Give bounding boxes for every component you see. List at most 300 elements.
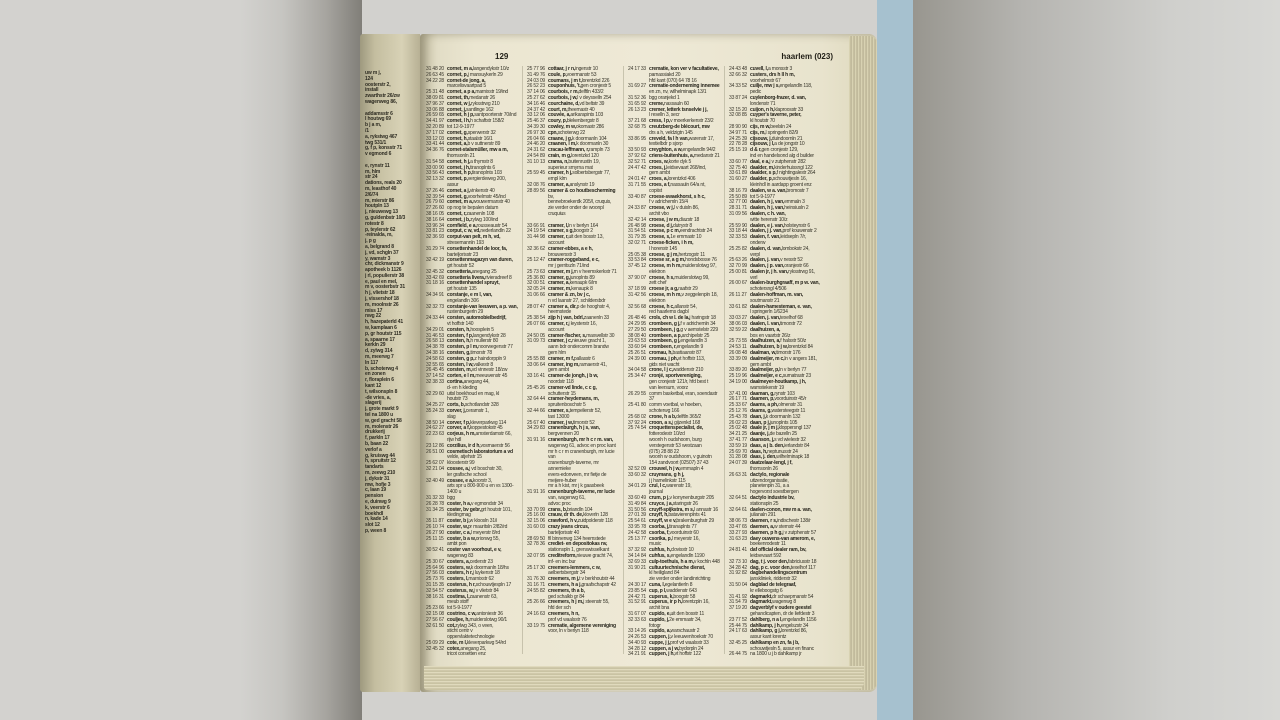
directory-line: 32 64 61 daelen-conon, mw m a. van, [729, 506, 812, 513]
directory-line: 31 67 07 cupido, e,uit den bosstr 11 [628, 610, 705, 617]
directory-line: n vd laanstr 27, schildersbdr [548, 297, 606, 304]
directory-line: 32 69 33 culp-toethuis, h a m,v kochln 448 [628, 558, 720, 565]
directory-line: 31 16 71 creemers, h a j,graafschapstr 42 [527, 581, 616, 588]
directory-line: 34 40 93 cuppe, j j,prof vd waalsstr 33 [628, 639, 709, 646]
directory-line: 24 33 87 croese, w j,l v duisln 86, [628, 205, 700, 212]
directory-line: 25 67 40 cramer, j w,timorstr 52 [527, 419, 595, 426]
page-stack-fore-edge [849, 36, 877, 690]
directory-line: 32 33 63 cupido, j,2e emmastr 34, [628, 616, 702, 623]
directory-line: 32 36 62 cramer-ebbes, a e h, [527, 245, 593, 252]
directory-line: 27 56 67 couljee, h,muiderslotwg 90/1 [426, 616, 508, 623]
directory-line: 37 21 68 cress, l p,v moerkerkenstr 23/2 [628, 118, 714, 125]
fragment-line: miss 17 [365, 307, 383, 314]
directory-line: 37 92 62 criens-buitenhuis, a,medanstr 21 [628, 152, 720, 159]
fragment-line: 2/6/74 [365, 191, 379, 198]
directory-line: 33 42 69 corsetteria livera,rivieradreef 8 [426, 274, 512, 281]
directory-line: rustenburgerln 29 [447, 309, 484, 316]
directory-line: 31 54 79 dagmarkt,wagenwg 8 [729, 599, 796, 606]
directory-line: kleinhdl in aardapp groent enz [750, 181, 812, 188]
directory-line: 26 48 98 croese, d j,dutrystr 8 [628, 222, 693, 229]
directory-line: 26 07 66 cramer, r,j leysterstr 16, [527, 321, 597, 328]
directory-line: vt hoffstr 140 [447, 321, 474, 328]
directory-line: copiist [649, 187, 662, 194]
directory-line: 38 16 79 daalen, w a. van,bromostr 7 [729, 187, 809, 194]
fragment-line: -reinalda, m, [365, 232, 393, 239]
directory-line: 33 12 03 cornet, h,staalstr 16/1 [426, 135, 493, 142]
directory-line: 25 11 15 coster, b a w,orionwg 55, [426, 535, 500, 542]
directory-line: 25 50 89 tot 5-9-1977 [729, 193, 775, 200]
directory-line: 27 29 50 crombeen, j g,g v aemstelstr 229 [628, 326, 719, 333]
directory-line: 33 66 91 cramer, l,ln v berlyn 164 [527, 222, 598, 229]
fragment-line: d, zylwg 314 [365, 348, 393, 355]
directory-line: janskliniek, ridderstr 32 [750, 576, 797, 583]
directory-line: uitzendorganisatie, [750, 477, 789, 484]
directory-line: 32 05 24 cramer, m,kenaupk 8 [527, 286, 593, 293]
directory-line: schoterwg 166 [649, 408, 680, 415]
directory-line: 33 50 93 creyghton, a w,engelandln 94/2 [628, 147, 716, 154]
directory-line: 38 16 05 cornet, r,zaanenln 108 [426, 210, 495, 217]
directory-line: 33 14 26 cupido, a,warschaustr 2 [628, 628, 700, 635]
directory-line: cranenburgh-taverne, mr [548, 460, 599, 467]
directory-line: 32 33 53 daalen, f. van,leidsepln 7/r, [729, 234, 806, 241]
directory-column-2 [527, 66, 626, 634]
directory-line: leidsevaart 592 [750, 552, 782, 559]
directory-line: 33 00 90 cornet, j h,tiranoplnts 6 [426, 164, 496, 171]
directory-line: 31 52 36 bgg oranjekd 1 [628, 94, 680, 101]
directory-line: 32 73 10 dag, t j. voor den,fabriciusstr 18 [729, 558, 817, 565]
fragment-line: apotheek b 1126 [365, 267, 402, 273]
directory-line: 33 96 34 cornfield, e a,rousseaustr 54 [426, 222, 508, 229]
directory-line: 25 15 19 d & r,gen cronjestr 129, [729, 147, 799, 154]
directory-line: 34 21 91 cuppen, j h,vt hoffstr 122 [628, 651, 701, 658]
directory-line: advoc proc [548, 500, 571, 507]
directory-line: 32 75 40 daalder, m,kinderhuissngl 122 [729, 164, 813, 171]
directory-line: 32 44 66 cramer, s,tempelierstr 52, [527, 408, 602, 415]
directory-line: grt houtstr 135 [447, 286, 477, 293]
directory-line: aelbertsbergstr 34 [548, 570, 586, 577]
directory-line: 38 06 73 daemen, r s,indischestr 138/r [729, 518, 811, 525]
directory-line: j j hamelinkstr 115 [649, 477, 686, 484]
directory-line: 37 [649, 396, 655, 403]
fragment-line: r, floraplein 6 [365, 377, 394, 384]
directory-line: 34 22 28 cornet-de jong, a, [426, 77, 486, 84]
fragment-line: chr, dickmanstr 9 [365, 261, 404, 268]
fragment-line: m, meerwg 7 [365, 354, 394, 360]
directory-line: 32 45 32 corsetteria,anegang 25 [426, 268, 497, 275]
directory-line: 32 59 22 daalhuizen, a, [729, 326, 781, 333]
directory-line: 24 16 63 creemers, h n, [527, 610, 580, 617]
directory-line: account [548, 326, 565, 333]
fragment-line: install [365, 87, 379, 94]
directory-line: 22 78 28 cijsouw, j l,a de jongstr 10 [729, 141, 805, 148]
directory-line: 25 64 96 costers, w,k doormanln 18/hs [426, 564, 509, 571]
directory-line: 26 02 23 daan, p j,junoplnts 105 [729, 419, 798, 426]
directory-line: noordstr 118 [548, 379, 574, 386]
directory-line: hfd der sch [548, 605, 571, 612]
directory-line: 37 41 00 daaman, g,rynstr 103 [729, 390, 795, 397]
directory-line: 34 39 30 cowley, m w,okomastr 286 [527, 123, 604, 130]
directory-line: 33 61 89 daalder, s p,f nightingalestr 264 [729, 170, 816, 177]
directory-line: 24 07 39 daatzelaar-lengl, j f, [729, 460, 793, 467]
directory-line: 34 04 58 crone, l j c,waddenstr 210 [628, 367, 704, 374]
directory-line: 26 13 23 cremer, letterk tsnselvie j j, [628, 106, 708, 113]
directory-line: 32 29 60 uitsl boekhoud en mag, kl [426, 390, 500, 397]
directory-line: 25 43 78 daan, j,k doormanln 132 [729, 413, 801, 420]
directory-line: 32 64 44 cramer-heydemans, m, [527, 396, 599, 403]
directory-line: schouwtjesln 5, assur en financ [750, 645, 814, 652]
fragment-line: j, dykstr 31 [365, 475, 390, 482]
directory-line: 34 28 42 dag, p c. voor den,texelhof 117 [729, 564, 816, 571]
directory-line: 24 17 63 dahlkamp, g j,lorentzkd 86, [729, 628, 808, 635]
directory-line: mr j gerritszln 71/ind [548, 263, 590, 270]
directory-line: meijere-huber [548, 477, 577, 484]
directory-line: 27 26 60 op nog te bepalen datum [426, 205, 499, 212]
directory-line: kledingmag [447, 512, 471, 519]
directory-line: 25 26 51 cromau, h,bastiaanstr 87 [628, 350, 702, 357]
directory-line: barteljorisstr 23 [447, 251, 479, 258]
directory-line: 25 12 76 daams, g,watersteegstr 11 [729, 408, 806, 415]
directory-line: 31 50 56 cruyff-spijkstra, m s,l annastr 16 [628, 506, 718, 513]
directory-line: 26 97 30 cpn,schoterwg 22 [527, 129, 586, 136]
fragment-line: addamsstr 6 [365, 110, 393, 117]
directory-line: oppervlaktetechnologie [447, 634, 495, 641]
directory-line: 33 40 87 croese-swaekhorst, s h c, [628, 193, 706, 200]
directory-line: 25 27 62 courbois, j w,l v deysselln 254 [527, 94, 612, 101]
directory-line: 32 36 93 corput-van pelt, m h, vd, [426, 234, 501, 241]
fragment-line: g, guldenbstr 10/3 [365, 214, 406, 221]
fragment-line: kerkln 29 [365, 342, 386, 349]
directory-line: 38 16 64 cornet, j b,zylwg 100/ind [426, 216, 499, 223]
directory-line: kr elleboogstg 6 [750, 587, 783, 594]
directory-line: 24 62 27 corver, a f,koppestokstr 45 [426, 425, 503, 432]
fragment-line: j, p g [365, 238, 376, 244]
directory-line: 38 16 31 costima, l,zaanenstr 63, [426, 593, 498, 600]
directory-line: 25 17 30 creemers-lemmers, c w, [527, 564, 601, 571]
fragment-line: j, vissershof 18 [365, 296, 399, 302]
directory-line: 32 66 32 custers, drs h ll h m, [729, 71, 795, 78]
directory-line: archit bna [649, 605, 670, 612]
directory-line: 32 20 89 tot 12-9-1977 [426, 123, 475, 130]
fragment-line: rotestr 8 [365, 220, 384, 227]
directory-line: 24 53 11 daalhuizen, b j w,lorentzkd 84 [729, 344, 813, 351]
directory-line: en zn, nv, wilhelminapk 13/1 [649, 89, 707, 96]
directory-line: 33 41 44 cornet, a,b v suttnerstr 89 [426, 141, 501, 148]
directory-line: 23 12 86 corzilius, ir d h,vosmaerstr 56 [426, 442, 510, 449]
directory-line: 31 60 03 crazy jeans circus, [527, 523, 590, 530]
directory-line: 26 17 71 daamen, p,voorduinstr 45/r [729, 396, 807, 403]
directory-line: 32 15 20 cuijon, n h,klaproosstr 33 [729, 106, 804, 113]
page-location-header: haarlem (023) [781, 52, 833, 61]
fragment-line: houtpln 13 [365, 203, 389, 210]
directory-line: 32 15 06 crawford, h v,zuidpolderstr 118 [527, 518, 613, 525]
directory-line: 33 60 32 cruymans, g h j, [628, 471, 685, 478]
directory-line: voor, ln v berlyn 118 [548, 628, 589, 635]
directory-line: 35 11 87 coster, b j,w kloosln 31/i [426, 518, 498, 525]
directory-line: soutmanstr 21 [750, 297, 780, 304]
directory-line: 34 28 12 cuppen, a j w,bydorpln 24 [628, 645, 704, 652]
fragment-line: en zonen [365, 371, 386, 378]
directory-line: 32 07 95 creditreform,nieuwe gracht 74, [527, 552, 613, 559]
directory-line: 25 25 82 daalen, d. van,lombokstr 24, [729, 245, 810, 252]
fragment-line: j rl, populierstr 38 [365, 272, 404, 279]
fragment-line: m, mierstr 86 [365, 197, 395, 204]
fragment-line: zwarthstr 26/zw [365, 93, 400, 99]
directory-line: 31 54 58 cornet, h j,a thymstr 8 [426, 158, 493, 165]
spine-shadow-gradient [240, 0, 362, 720]
directory-line: 24 46 20 craanen, l m,k doormanln 30 [527, 141, 609, 148]
directory-line: 25 73 63 cramer, m j,m v heemskerkstr 71 [527, 268, 617, 275]
directory-line: 23 63 53 crombeen, g j,engelandln 3 [628, 338, 707, 345]
directory-line: 32 38 33 cortina,anegang 44, [426, 379, 490, 386]
directory-line: 25 34 47 cronjé, sportvereniging, [628, 373, 702, 380]
directory-line: 24 42 71 cuperus, k,boogstr 58 [628, 593, 696, 600]
directory-line: 26 04 66 craane, j g,k doormanln 104 [527, 135, 607, 142]
directory-line: 26 58 13 corsten, h,h mullerstr 80 [426, 338, 499, 345]
directory-line: 25 45 26 cramer-vd linde, c c g, [527, 384, 597, 391]
directory-line: 31 41 92 dagmarkt,dr schaepmanstr 54 [729, 593, 814, 600]
directory-line: ambt pon [447, 541, 467, 548]
directory-line: 31 44 98 cramer, r,uit den bosstr 13, [527, 234, 604, 241]
directory-line: 38 06 03 daalen, l. van,timorstr 72 [729, 321, 802, 328]
directory-line: 33 53 84 croese sr, a g m,hondsbosse 76 [628, 257, 717, 264]
directory-line: 37 96 37 cornet, w j,ryksstrwg 210 [426, 100, 500, 107]
directory-line: 33 86 95 creveld, fa l h van,warenstr 17, [628, 135, 715, 142]
directory-line: 24 31 62 cracau-leffmann, r,rampln 73 [527, 147, 610, 154]
directory-line: 25 63 26 daalen, j. van,v nesstr 52 [729, 257, 803, 264]
fragment-line: g, kruiswg 44 [365, 452, 395, 459]
fragment-line: m, leasthof 40 [365, 185, 397, 192]
directory-line: heemstede [548, 309, 572, 316]
directory-line: 37 14 06 courbois, r m,delftln 433/2 [527, 89, 604, 96]
directory-line: grt houtstr 52 [447, 263, 474, 270]
directory-line: 23 77 52 dahlberg, n a l,engelandln 1156 [729, 616, 817, 623]
fragment-line: t, wilsonspln 8 [365, 388, 398, 395]
directory-line: gids niet wacht [649, 361, 680, 368]
directory-line: 33 18 44 daalen, j j. van,prof kouwenstr 2 [729, 228, 817, 235]
directory-line: journal [649, 489, 663, 496]
directory-line: 25 55 88 cramer, m f,pallasstr 6 [527, 355, 595, 362]
fragment-line: a, belgrand 8 [365, 243, 394, 250]
directory-line: 37 14 52 corten, e l m,meeuwenstr 45 [426, 373, 508, 380]
fragment-line: f, parkln 17 [365, 435, 390, 441]
fragment-line: mw, hofje 3 [365, 481, 391, 488]
directory-line: kl heiligland 84 [649, 570, 680, 577]
directory-line: wagenwg 61, advoc en proc kant [548, 442, 616, 449]
directory-line: fotogr [649, 622, 661, 629]
directory-line: 26 28 78 coster, h a,v egmondstr 34 [426, 500, 503, 507]
directory-line: wagenwg 83 [447, 552, 474, 559]
directory-line: 25 13 77 csorika, p,l meyerstr 16, [628, 535, 700, 542]
directory-line: 31 65 92 creme,nassauln 60 [628, 100, 690, 107]
directory-line: sticht centr v [447, 628, 473, 635]
directory-line: 25 38 54 zijp h j van, bdrl,zaanenln 33 [527, 315, 610, 322]
directory-line: 31 46 53 corsten, f p,langendykstr 28 [426, 332, 506, 339]
directory-line: 32 21 04 cossee, a,j vd boschstr 30, [426, 465, 503, 472]
directory-line: 26 79 60 cornet, m a,wouwermanstr 40 [426, 199, 510, 206]
directory-line: 32 00 51 cramer, a,kenaupk 6/im [527, 280, 598, 287]
directory-line: 38 09 81 cornet, th,medanstr 26 [426, 94, 496, 101]
directory-line: 32 61 50 cot,zylwg 343, o veen, [426, 622, 494, 629]
directory-line: spruitenboschstr 5 [548, 402, 586, 409]
directory-line: 28 69 50 fil binnenwg 134 heemstede [527, 535, 606, 542]
directory-line: bos en vaartstr 26/z [750, 332, 791, 339]
directory-line: 33 61 82 daalen-hamesteman, e. van, [729, 303, 812, 310]
directory-line: 31 09 73 cramer, j c,nieuwe gracht 1, [527, 338, 606, 345]
fragment-line: e, paul en mel, [365, 278, 398, 285]
directory-line: gem ambt [750, 361, 771, 368]
fragment-line: e, rynstr 11 [365, 162, 390, 169]
directory-line: cruquius [548, 210, 566, 217]
directory-line: 34 21 25 daanje, j,de bazelln 25 [729, 431, 798, 438]
directory-line: 32 08 76 cramer, a,anslynstr 19 [527, 181, 595, 188]
fragment-line: p, ween 8 [365, 527, 387, 534]
fragment-line: slot 12 [365, 522, 380, 528]
directory-line: thomsonln 21 [447, 152, 475, 159]
directory-line: 24 37 42 court, m,theemastr 40 [527, 106, 595, 113]
directory-line: stresemannln 193 [447, 239, 484, 246]
directory-line: l horenstr 145 [649, 245, 678, 252]
directory-line: tricot corsetten enz [447, 651, 486, 658]
directory-line: 32 52 09 crouwel, h j w,emmapln 4 [628, 465, 704, 472]
fragment-line: j, vd, schgln 37 [365, 249, 399, 256]
directory-line: boekenrodestr 11 [750, 541, 786, 548]
directory-line: bv, [548, 193, 554, 200]
directory-line: 33 60 94 crombeen, r,engelandln 9 [628, 344, 704, 351]
directory-line: 34 25 27 corts, b,schotlandstr 328 [426, 402, 499, 409]
directory-line: 27 01 39 cruyff, h,batavierenplnts 41 [628, 512, 706, 519]
directory-line: 32 13 32 cornet, p,vergierdeweg 200, [426, 176, 506, 183]
directory-line: 34 29 01 corsten, h,hoosplein 5 [426, 326, 494, 333]
directory-line: 25 73 76 costers, l,marnixstr 62 [426, 576, 494, 583]
directory-line: van [548, 454, 556, 461]
directory-line: 26 51 00 cosmetisch laboratorium a vd [426, 448, 513, 455]
page-number: 129 [495, 52, 509, 61]
directory-line: 25 46 37 coury, p,blekenbergstr 8 [527, 118, 599, 125]
directory-line: 32 08 85 cuyper's taverne, peter, [729, 112, 802, 119]
directory-line: 31 76 30 creemers, m j,t v berkhoutstr 44 [527, 576, 615, 583]
fragment-line: kant 12 [365, 383, 382, 389]
directory-line: 25 30 67 costers, a,cederstr 23 [426, 558, 493, 565]
directory-line: 26 29 55 comm basketbal, eran, soendastr [628, 390, 718, 397]
directory-line: 33 60 49 crum, p j,v konynenburgstr 205 [628, 494, 714, 501]
directory-line: 31 28 08 daas, j. den,wilhelminapk 18 [729, 454, 810, 461]
directory-line: mr h c r m cranenburgh, mr lucie [548, 448, 615, 455]
directory-line: 31 06 66 cramer & zn, bv j c, [527, 292, 590, 299]
directory-line: pedic [750, 89, 762, 96]
directory-line: gen cronjestr 121/r, hfd best t [649, 379, 709, 386]
directory-line: kl houtstr 70 [750, 118, 775, 125]
directory-line: 31 91 16 cranenburgh-taverne, mr lucie [527, 489, 615, 496]
fragment-line: wagenweg 86, [365, 98, 397, 105]
fragment-line: p, teylerstr 62 [365, 226, 396, 233]
directory-line: 37 17 02 cornet, g,sperwerstr 32 [426, 129, 496, 136]
fragment-line: m, molenstr 26 [365, 423, 399, 430]
directory-line: 24 55 82 creemers, th a b, [527, 587, 585, 594]
directory-line: 31 15 35 costerus, h r,schouwtjespln 17 [426, 581, 512, 588]
directory-line: 25 19 96 daalmeijer, e c,sumatrastr 23 [729, 373, 811, 380]
directory-line: 34 19 00 daalmeyer-houtkamp, j h, [729, 379, 806, 386]
fragment-line: k, veerstr 6 [365, 504, 390, 511]
directory-line: zie verder onder landinrichting [649, 576, 711, 583]
directory-line: elektron [649, 268, 666, 275]
directory-line: stationspln 1, grenswisselkant [548, 547, 610, 554]
directory-line: 33 59 19 daas, a j b. den,ierlandstr 84 [729, 442, 810, 449]
directory-line: 25 33 67 daams, a ph,olmenstr 31 [729, 402, 803, 409]
directory-line: 31 50 04 dagblad de telegraaf, [729, 581, 797, 588]
fragment-line: w, kamplaan 6 [365, 325, 397, 331]
directory-line: 154 zandvoort (02507) 37 43 [649, 460, 709, 467]
directory-line: 32 45 32 cotex,anegang 25, [426, 645, 487, 652]
directory-line: 26 59 65 cornet, h j p,santpoorterstr 70/ind [426, 112, 517, 119]
directory-line: 25 23 66 tot 5-9-1977 [426, 605, 472, 612]
directory-line: 32 64 51 dactylo industrie bv, [729, 494, 795, 501]
fragment-line: y, wamstr 3 [365, 255, 391, 262]
directory-line: 37 26 46 cornet, a j,vinkenstr 40 [426, 187, 495, 194]
directory-line: 33 89 20 daalmeijer, p,ln v berlyn 77 [729, 367, 807, 374]
directory-line: 33 19 75 crematie, algemene vereniging [527, 622, 616, 629]
directory-line: red haarlems dagbl [649, 309, 689, 316]
directory-line: 32 54 57 costerus, w,j v vlietstr 84 [426, 587, 499, 594]
directory-line: 28 90 90 cijs, m w,beelsln 24 [729, 123, 792, 130]
directory-line: aann bdr ondercomm brandw [548, 344, 609, 351]
directory-line: 26 10 74 coster, w,pr mauritsln 2/82/rd [426, 523, 508, 530]
directory-line: londenstr 71 [750, 100, 776, 107]
directory-line: meub stoff [447, 599, 469, 606]
fragment-line: h j, vlietstr 18 [365, 290, 395, 297]
directory-line: gem ambt [649, 170, 670, 177]
fragment-line: boekhdl [365, 510, 384, 517]
directory-line: 31 49 76 coule, p,voermanstr 53 [527, 71, 597, 78]
directory-line: 32 78 36 crediet- en depositokas nv, [527, 541, 608, 548]
fragment-line: a, rykstwg 467 [365, 133, 398, 140]
fragment-line: m, hlm [365, 168, 381, 175]
directory-line: 25 54 61 cruyff, w e v,brakenburghstr 29 [628, 518, 714, 525]
directory-line: 33 27 93 daemen, p h g,j v zutphenstr 57 [729, 529, 817, 536]
directory-line: velde, atjehstr 15 [447, 454, 482, 461]
directory-line: wamstekerstr 19 [750, 384, 784, 391]
directory-line: 33 60 77 daal, e a,j v zutphenstr 282 [729, 158, 806, 165]
directory-line: 24 17 33 crematie, kon ver v facultatieve, [628, 66, 719, 72]
directory-line: 25 16 00 crauw, dr th. de,kloverln 128 [527, 512, 608, 519]
directory-line: 33 70 99 crans, b,briandln 104 [527, 506, 593, 513]
directory-line: schotersngl 4/506 [750, 286, 787, 293]
directory-line: 33 47 65 daemen, a,w sternstr 44 [729, 523, 801, 530]
directory-line: 23 85 54 cup, p l,waddenstr 643 [628, 587, 697, 594]
fragment-line: a, spaarne 17 [365, 336, 395, 343]
fragment-line: /1 [365, 127, 369, 134]
directory-line: arts spr u 800-900 u en vs 1300- [447, 483, 514, 490]
page-stack-bottom-edge [424, 666, 864, 690]
directory-line: 32 32 73 corstanje-van leeuwen, a p. van, [426, 303, 518, 310]
directory-line: 26 27 90 coster, c a,l meyerstr 8/rd [426, 529, 500, 536]
directory-line: 24 19 54 cramer, s g,boogstr 2 [527, 228, 593, 235]
fragment-line: b, baan 22 [365, 441, 388, 447]
directory-line: 26 00 67 daalen-burghgraaff, m p w. van, [729, 280, 820, 287]
directory-line: 34 29 83 cranenburgh, h j s, van, [527, 425, 600, 432]
directory-line: ler grafische school [447, 471, 487, 478]
directory-line: gehandicapten, dr de liefdestr 3 [750, 610, 815, 617]
directory-line: account [548, 239, 565, 246]
directory-line: 25 68 02 crone, h a b,delftln 365/2 [628, 413, 702, 420]
directory-line: brouwersstr 3 [548, 251, 576, 258]
directory-line: 34 38 16 corsten, g,timorstr 78 [426, 350, 492, 357]
directory-line: prof vd waalsstr 76 [548, 616, 587, 623]
directory-line: 31 52 91 cuperus, ir p h,lorentzpln 16, [628, 599, 710, 606]
directory-line: 28 31 71 daalen, h j, van,heinsiusln 2 [729, 205, 809, 212]
directory-line: taxi 13000 [548, 413, 570, 420]
fragment-line: j, nieuwewg 13 [365, 209, 398, 215]
fragment-line: b j a m, [365, 122, 382, 128]
